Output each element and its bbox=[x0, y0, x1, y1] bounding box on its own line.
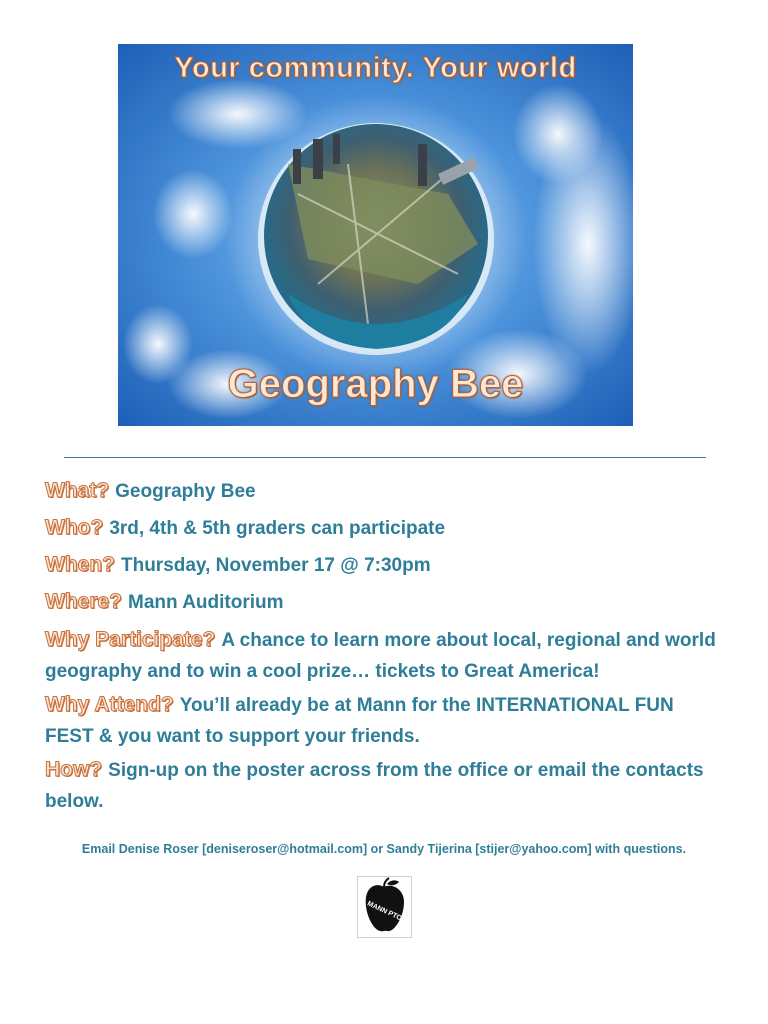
hero-banner bbox=[118, 44, 633, 426]
why-participate-row bbox=[45, 624, 725, 687]
why-attend-value: You’ll already be at Mann for the INTERNATIONAL FUN FEST & you want to support your friends. bbox=[45, 695, 674, 747]
when-row bbox=[45, 549, 725, 581]
why-attend-row bbox=[45, 689, 725, 752]
contact-line: Email Denise Roser [deniseroser@hotmail.com] or Sandy Tijerina [stijer@yahoo.com] with questions. bbox=[81, 842, 687, 856]
when-value: Thursday, November 17 @ 7:30pm bbox=[120, 555, 431, 576]
who-row bbox=[45, 512, 725, 544]
where-label: Where? bbox=[45, 590, 123, 613]
when-label: When? bbox=[45, 553, 115, 576]
what-label: What? bbox=[45, 479, 110, 502]
mann-pto-logo bbox=[357, 876, 412, 938]
who-value: 3rd, 4th & 5th graders can participate bbox=[109, 518, 446, 539]
hero-title-bottom: Geography Bee bbox=[227, 362, 524, 406]
how-row bbox=[45, 754, 725, 817]
what-row bbox=[45, 475, 725, 507]
where-value: Mann Auditorium bbox=[128, 592, 284, 613]
who-label: Who? bbox=[45, 516, 104, 539]
why-participate-value: A chance to learn more about local, regional and world geography and to win a cool prize… tickets to Great America! bbox=[45, 630, 716, 682]
hero-title-top: Your community. Your world bbox=[174, 52, 577, 84]
why-participate-label: Why Participate? bbox=[45, 628, 216, 651]
how-label: How? bbox=[45, 758, 103, 781]
divider bbox=[64, 457, 706, 458]
why-attend-label: Why Attend? bbox=[45, 693, 174, 716]
where-row bbox=[45, 586, 725, 618]
apple-icon bbox=[358, 877, 411, 937]
what-value: Geography Bee bbox=[115, 481, 256, 502]
logo-text: MANN PTO bbox=[366, 900, 403, 923]
how-value: Sign-up on the poster across from the office or email the contacts below. bbox=[45, 760, 704, 812]
